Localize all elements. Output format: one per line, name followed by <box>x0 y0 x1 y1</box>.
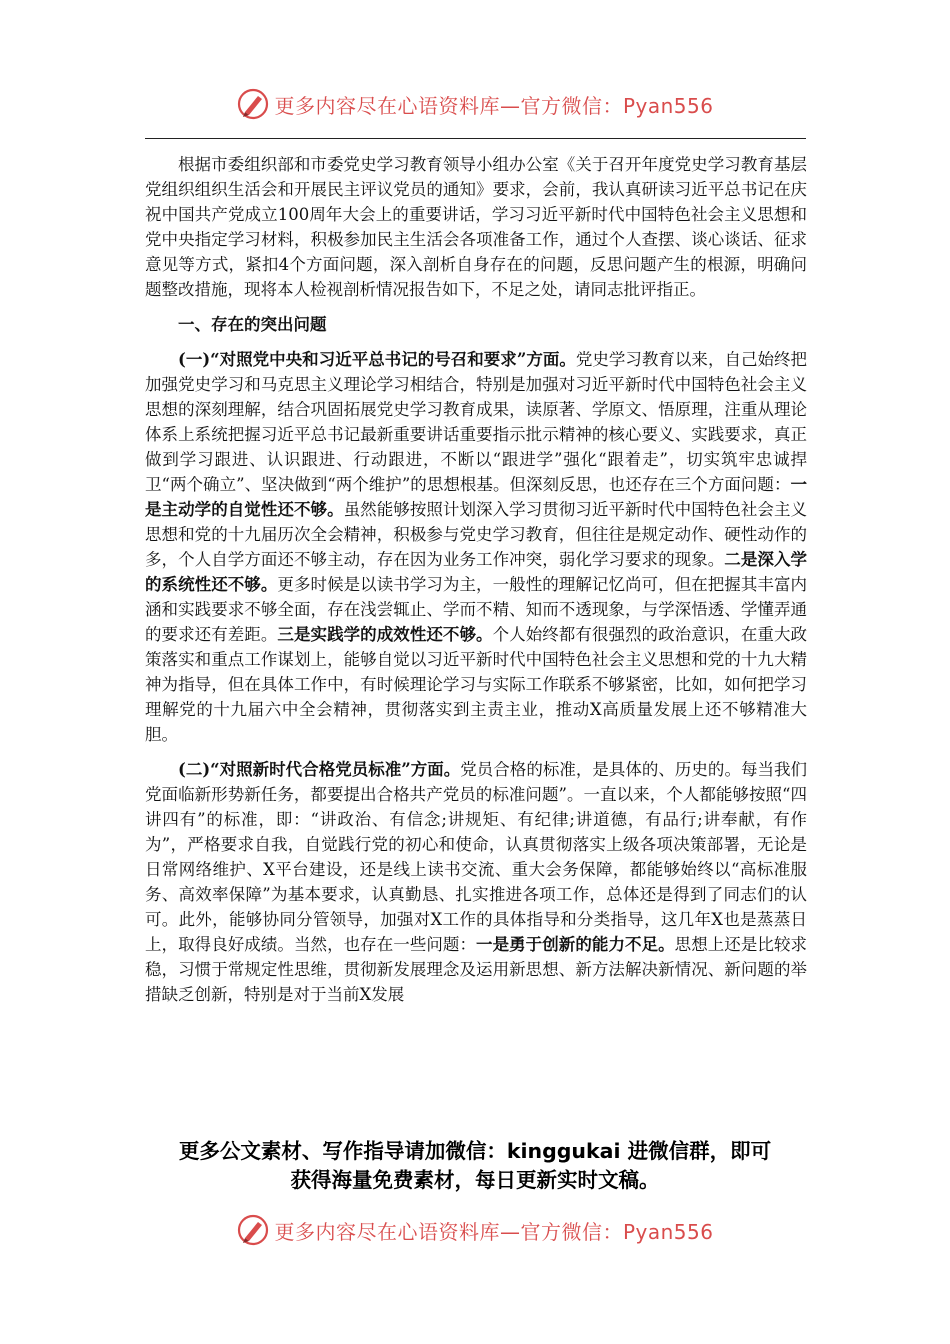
paragraph-1-point-2: 二是深入学的系统性还不够。 <box>145 550 808 594</box>
section-heading: 一、存在的突出问题 <box>178 315 327 334</box>
header-divider <box>145 138 806 139</box>
paragraph-2-text-a: 党员合格的标准，是具体的、历史的。每当我们党面临新形势新任务，都要提出合格共产党员的标准问题”。一直以来，个人都能够按照“四讲四有”的标准，即：“讲政治、有信念;讲规矩、有纪律;讲道德，有品行;讲奉献，有作为”，严格要求自我，自觉践行党的初心和使命，认真贯彻落实上级各项决策部署，无论是日常网络维护、X平台建设，还是线上读书交流、重大会务保障，都能够始终以“高标准服务、高效率保障”为基本要求，认真勤恳、扎实推进各项工作，总体还是得到了同志们的认可。此外，能够协同分管领导，加强对X工作的具体指导和分类指导，这几年X也是蒸蒸日上，取得良好成绩。当然，也存在一些问题： <box>145 760 807 954</box>
banner-text: 更多内容尽在心语资料库—官方微信：Pyan556 <box>274 93 714 118</box>
paragraph-1-text-a: 党史学习教育以来，自己始终把加强党史学习和马克思主义理论学习相结合，特别是加强对习近平新时代中国特色社会主义思想的深刻理解，结合巩固拓展党史学习教育成果，读原著、学原文、悟原理，注重从理论体系上系统把握习近平总书记最新重要讲话重要指示批示精神的核心要义、实践要求，真正做到学习跟进、认识跟进、行动跟进，不断以“跟进学”强化“跟着走”，切实筑牢忠诚捍卫“两个确立”、坚决做到“两个维护”的思想根基。但深刻反思，也还存在三个方面问题： <box>145 350 807 494</box>
document-body <box>145 152 807 1007</box>
paragraph-1-text-d: 个人始终都有很强烈的政治意识，在重大政策落实和重点工作谋划上，能够自觉以习近平新时代中国特色社会主义思想和党的十九大精神为指导，但在具体工作中，有时候理论学习与实际工作联系不够紧密，比如，如何把学习理解党的十九届六中全会精神，贯彻落实到主责主业，推动X高质量发展上还不够精准大胆。 <box>145 625 808 744</box>
intro-paragraph: 根据市委组织部和市委党史学习教育领导小组办公室《关于召开年度党史学习教育基层党组织组织生活会和开展民主评议党员的通知》要求，会前，我认真研读习近平总书记在庆祝中国共产党成立100周年大会上的重要讲话，学习习近平新时代中国特色社会主义思想和党中央指定学习材料，积极参加民主生活会各项准备工作，通过个人查摆、谈心谈话、征求意见等方式，紧扣4个方面问题，深入剖析自身存在的问题，反思问题产生的根源，明确问题整改措施，现将本人检视剖析情况报告如下，不足之处，请同志批评指正。 <box>145 155 807 299</box>
paragraph-2-text-b: 思想上还是比较求稳，习惯于常规定性思维，贯彻新发展理念及运用新思想、新方法解决新情况、新问题的举措缺乏创新，特别是对于当前X发展 <box>145 935 808 1004</box>
paragraph-1-title: (一)“对照党中央和习近平总书记的号召和要求”方面。 <box>178 350 576 369</box>
paragraph-1-text-b: 虽然能够按照计划深入学习贯彻习近平新时代中国特色社会主义思想和党的十九届历次全会精神，积极参与党史学习教育，但往往是规定动作、硬性动作的多，个人自学方面还不够主动，存在因为业务工作冲突，弱化学习要求的现象。 <box>145 500 808 569</box>
paragraph-1-text-c: 更多时候是以读书学习为主，一般性的理解记忆尚可，但在把握其丰富内涵和实践要求不够全面，存在浅尝辄止、学而不精、知而不透现象，与学深悟透、学懂弄通的要求还有差距。 <box>145 575 808 644</box>
promo-line-1: 更多公文素材、写作指导请加微信：kinggukai 进微信群，即可 <box>178 1139 772 1163</box>
paragraph-2-point-1: 一是勇于创新的能力不足。 <box>476 935 675 954</box>
paragraph-1 <box>145 347 807 747</box>
footer-banner <box>0 1210 950 1250</box>
banner-text-footer: 更多内容尽在心语资料库—官方微信：Pyan556 <box>274 1219 714 1244</box>
promo-notice <box>120 1137 830 1195</box>
pen-circle-icon <box>236 87 270 121</box>
paragraph-2-title: (二)“对照新时代合格党员标准”方面。 <box>178 760 461 779</box>
header-banner <box>0 84 950 124</box>
paragraph-1-point-3: 三是实践学的成效性还不够。 <box>277 625 493 644</box>
promo-line-2: 获得海量免费素材，每日更新实时文稿。 <box>290 1168 660 1192</box>
pen-circle-icon <box>236 1213 270 1247</box>
paragraph-2 <box>145 757 807 1007</box>
paragraph-1-point-1: 一是主动学的自觉性还不够。 <box>145 475 807 519</box>
